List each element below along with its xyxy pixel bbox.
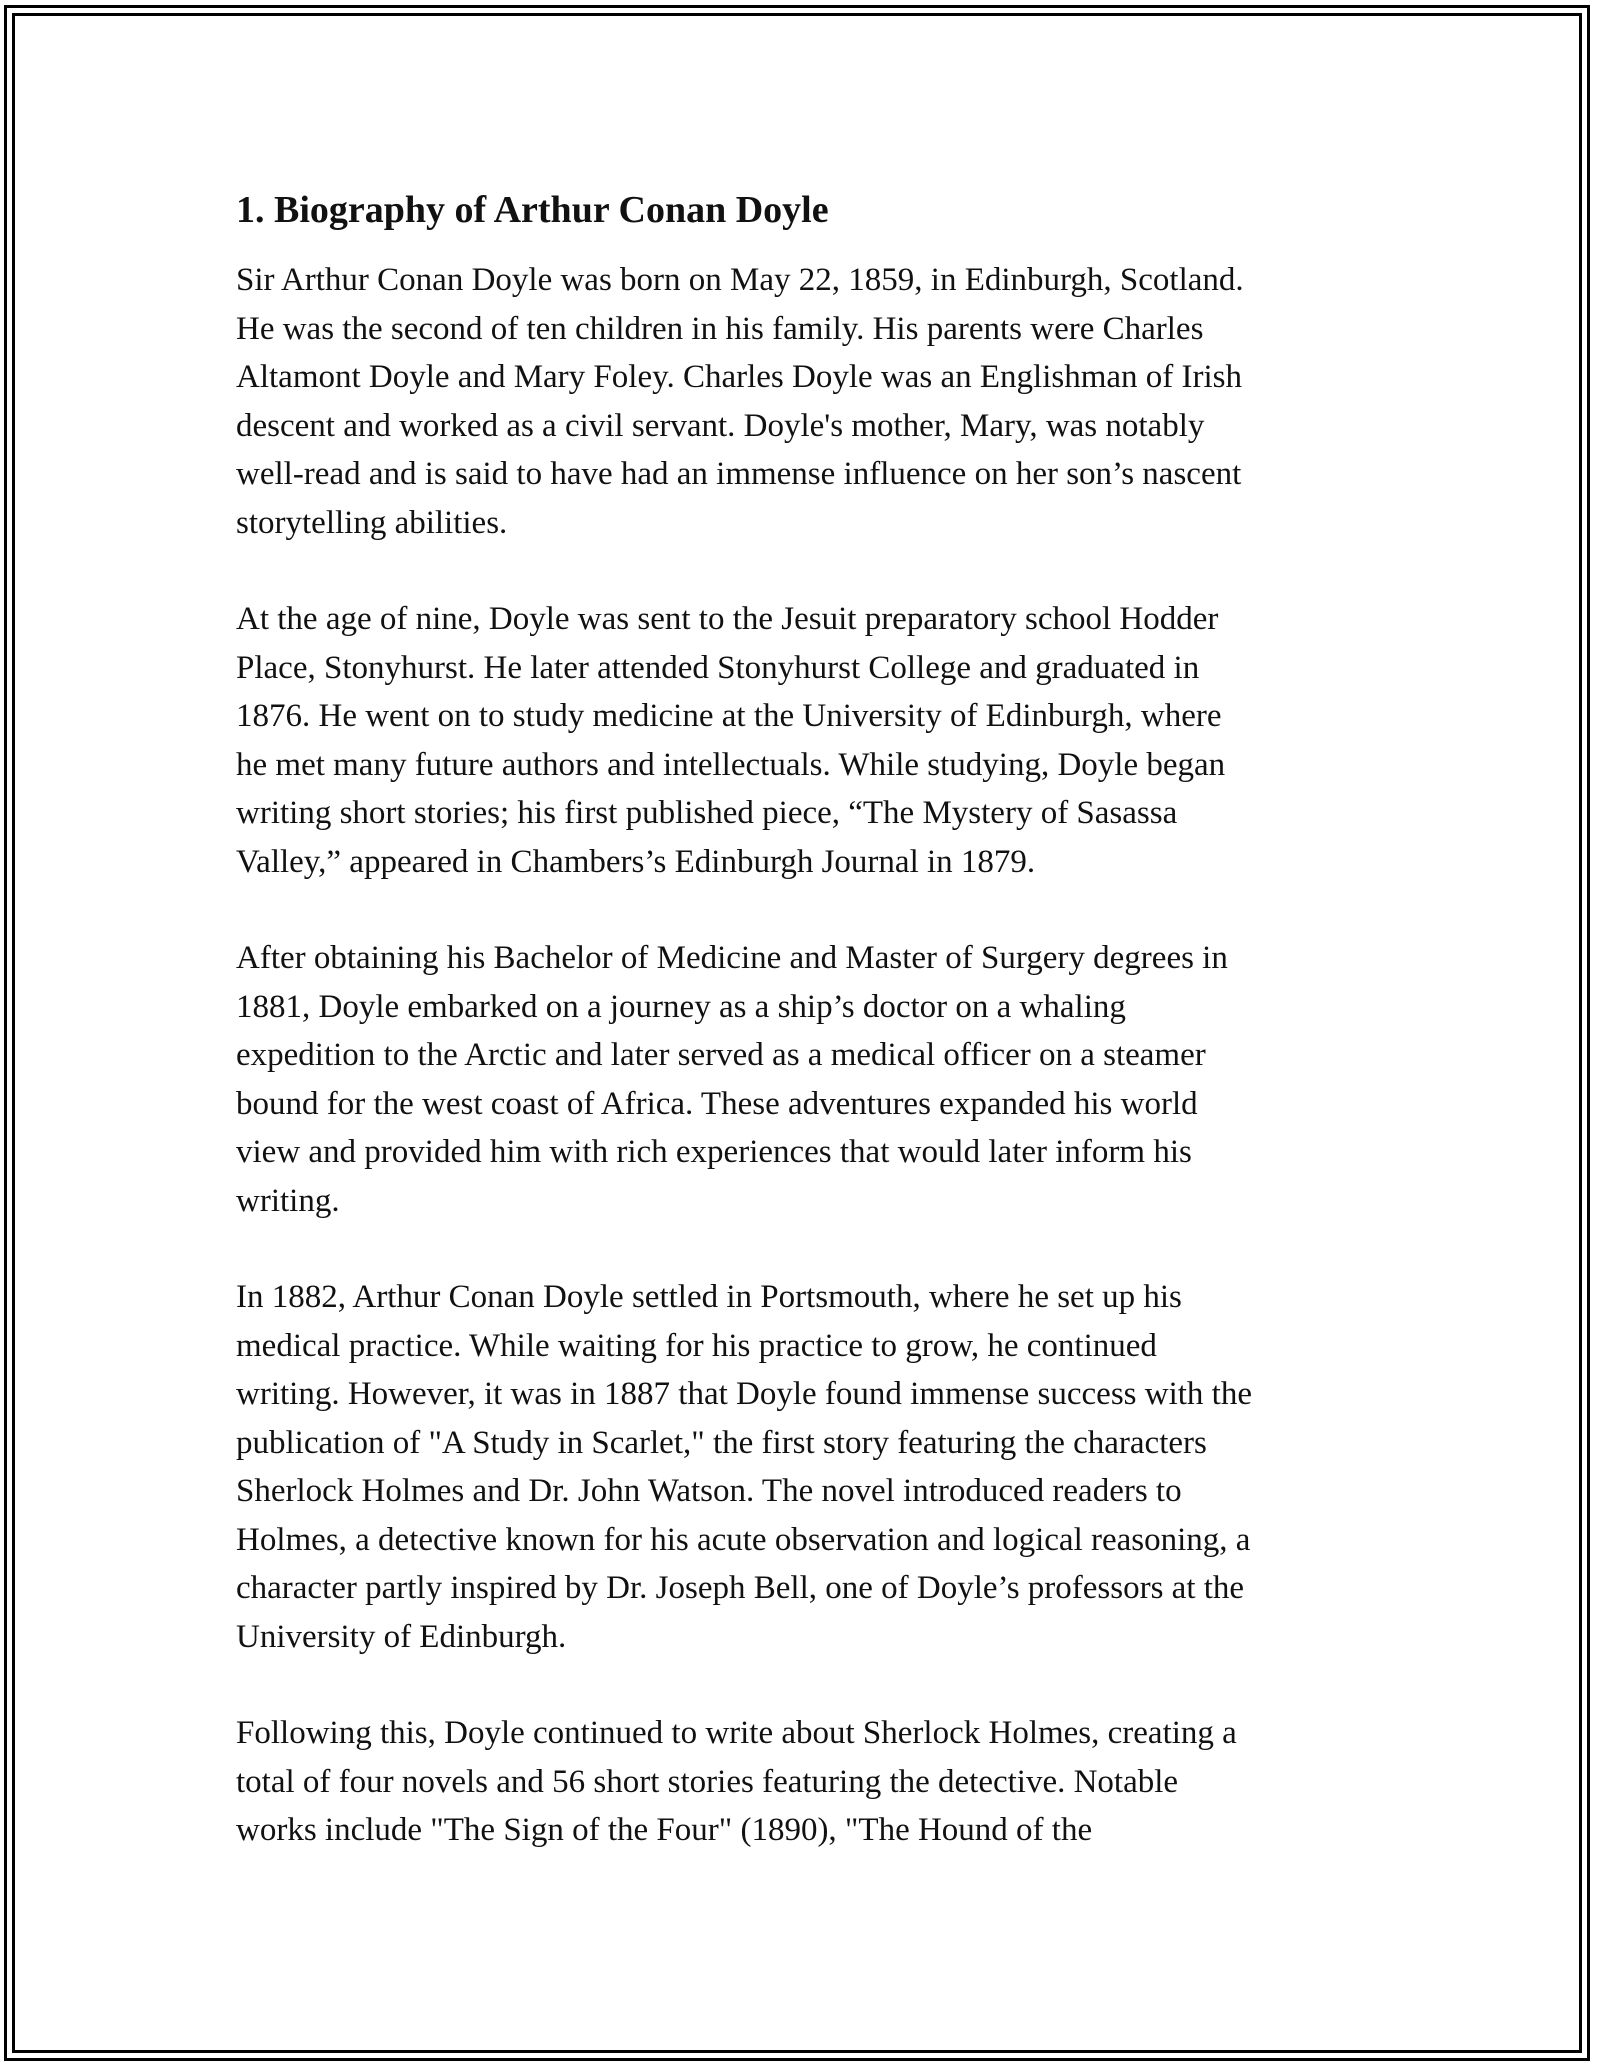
text-line: he met many future authors and intellectuals. While studying, Doyle began bbox=[236, 746, 1226, 783]
text-line: medical practice. While waiting for his practice to grow, he continued bbox=[236, 1327, 1157, 1364]
text-line: bound for the west coast of Africa. These adventures expanded his world bbox=[236, 1085, 1198, 1122]
text-line: writing short stories; his first published piece, “The Mystery of Sasassa bbox=[236, 795, 1178, 831]
text-line: total of four novels and 56 short stories featuring the detective. Notable bbox=[236, 1763, 1179, 1800]
text-line: Place, Stonyhurst. He later attended Stonyhurst College and graduated in bbox=[236, 649, 1200, 686]
text-line: Altamont Doyle and Mary Foley. Charles Doyle was an Englishman of Irish bbox=[236, 359, 1243, 395]
document-body bbox=[236, 186, 1376, 1903]
text-line: works include "The Sign of the Four" (1890), "The Hound of the bbox=[236, 1812, 1093, 1848]
text-line: In 1882, Arthur Conan Doyle settled in Portsmouth, where he set up his bbox=[236, 1279, 1182, 1315]
text-line: University of Edinburgh. bbox=[236, 1618, 567, 1655]
section-heading: 1. Biography of Arthur Conan Doyle bbox=[236, 189, 829, 231]
text-line: Sir Arthur Conan Doyle was born on May 22, 1859, in Edinburgh, Scotland. bbox=[236, 262, 1244, 298]
text-line: expedition to the Arctic and later served as a medical officer on a steamer bbox=[236, 1037, 1206, 1073]
paragraph-portsmouth bbox=[236, 1273, 1376, 1661]
text-line: After obtaining his Bachelor of Medicine and Master of Surgery degrees in bbox=[236, 940, 1228, 976]
paragraph-voyages bbox=[236, 934, 1376, 1225]
text-line: Sherlock Holmes and Dr. John Watson. The novel introduced readers to bbox=[236, 1473, 1182, 1509]
text-line: writing. However, it was in 1887 that Doyle found immense success with the bbox=[236, 1376, 1252, 1412]
text-line: Following this, Doyle continued to write about Sherlock Holmes, creating a bbox=[236, 1715, 1237, 1751]
text-line: writing. bbox=[236, 1182, 340, 1219]
text-line: 1876. He went on to study medicine at the University of Edinburgh, where bbox=[236, 698, 1222, 734]
text-line: publication of "A Study in Scarlet," the first story featuring the characters bbox=[236, 1424, 1207, 1461]
text-line: well-read and is said to have had an immense influence on her son’s nascent bbox=[236, 456, 1242, 492]
text-line: character partly inspired by Dr. Joseph Bell, one of Doyle’s professors at the bbox=[236, 1570, 1245, 1606]
text-line: At the age of nine, Doyle was sent to the Jesuit preparatory school Hodder bbox=[236, 601, 1219, 637]
paragraph-birth bbox=[236, 256, 1376, 547]
text-line: Holmes, a detective known for his acute observation and logical reasoning, a bbox=[236, 1521, 1251, 1558]
text-line: He was the second of ten children in his family. His parents were Charles bbox=[236, 310, 1204, 347]
text-line: 1881, Doyle embarked on a journey as a ship’s doctor on a whaling bbox=[236, 988, 1126, 1025]
text-line: descent and worked as a civil servant. Doyle's mother, Mary, was notably bbox=[236, 407, 1205, 444]
text-line: view and provided him with rich experiences that would later inform his bbox=[236, 1134, 1192, 1170]
text-line: storytelling abilities. bbox=[236, 504, 508, 541]
paragraph-education bbox=[236, 595, 1376, 886]
text-line: Valley,” appeared in Chambers’s Edinburgh Journal in 1879. bbox=[236, 843, 1036, 880]
paragraph-holmes-works bbox=[236, 1709, 1376, 1855]
